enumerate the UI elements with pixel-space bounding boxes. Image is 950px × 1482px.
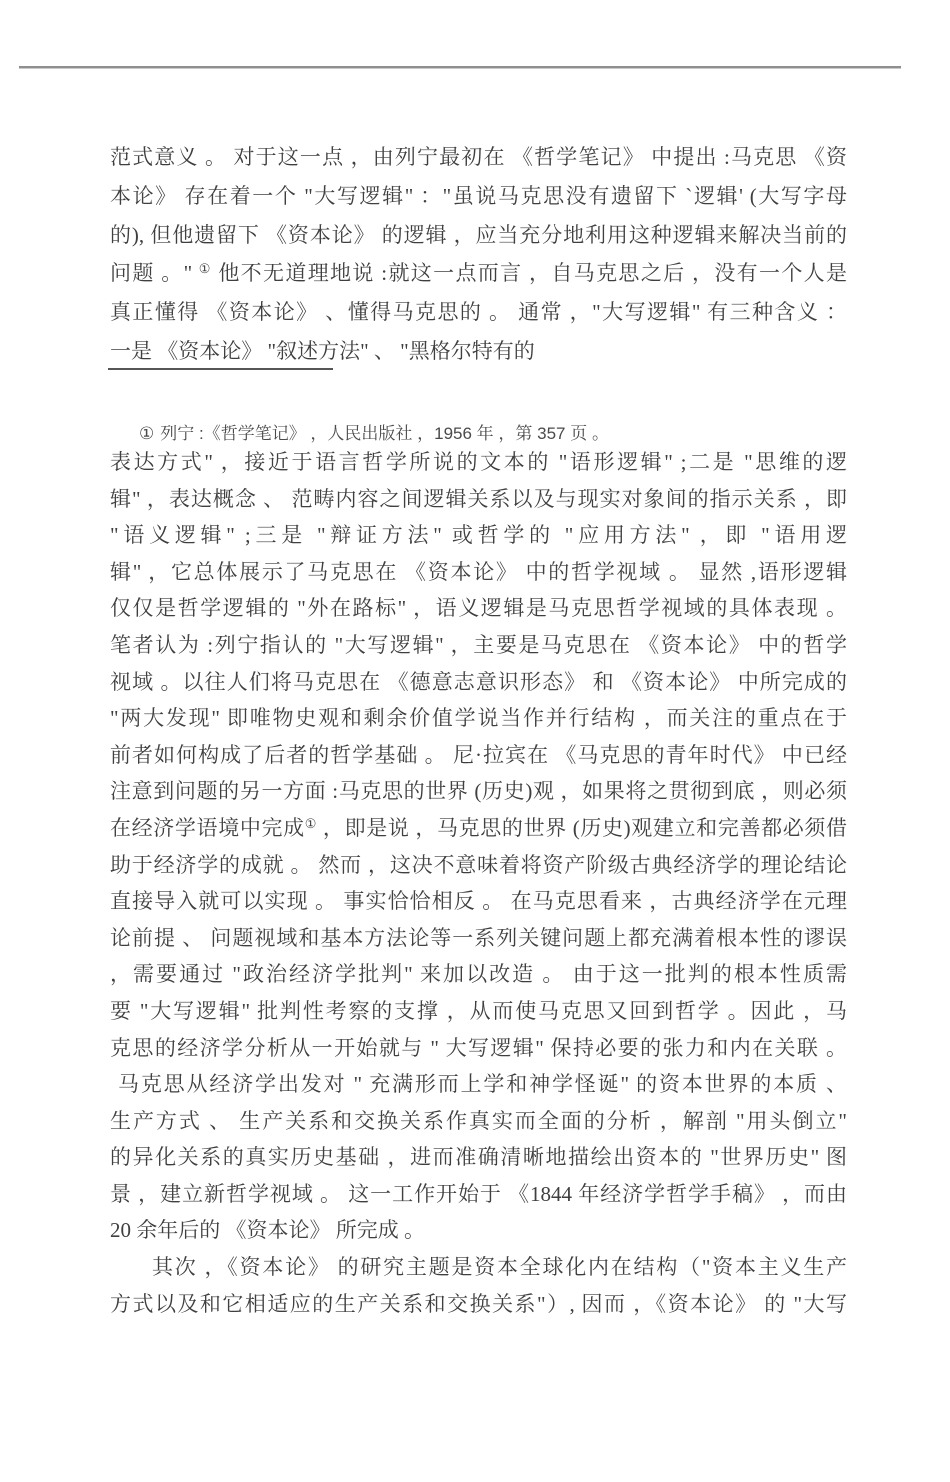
text-line xyxy=(110,810,847,847)
text-line: 克思的经济学分析从一开始就与 " 大写逻辑" 保持必要的张力和内在关联 。 xyxy=(110,1035,847,1060)
text-line: 一是 《资本论》 "叙述方法" 、 "黑格尔特有的 xyxy=(110,338,535,363)
text-line: "两大发现" 即唯物史观和剩余价值学说当作并行结构 ，而关注的重点在于 xyxy=(110,706,847,731)
footnote-ref-superscript: ① xyxy=(198,261,212,277)
page-top-rule xyxy=(19,66,901,69)
text-line: 视域 。以往人们将马克思在 《德意志意识形态》 和 《资本论》 中所完成的 xyxy=(110,669,847,694)
text-segment: 问题 。" xyxy=(110,261,199,286)
text-line: 辑" ，表达概念 、 范畴内容之间逻辑关系以及与现实对象间的指示关系 ，即 xyxy=(110,486,847,511)
text-line: 范式意义 。 对于这一点 ，由列宁最初在 《哲学笔记》 中提出 :马克思 《资 xyxy=(110,145,847,169)
text-line: 笔者认为 :列宁指认的 "大写逻辑" ，主要是马克思在 《资本论》 中的哲学 xyxy=(110,632,847,657)
text-segment: ，即是说 ，马克思的世界 (历史)观建立和完善都必须借 xyxy=(317,815,848,840)
text-line: 注意到问题的另一方面 :马克思的世界 (历史)观 ，如果将之贯彻到底 ，则必须 xyxy=(110,779,847,804)
text-line: 前者如何构成了后者的哲学基础 。 尼·拉宾在 《马克思的青年时代》 中已经 xyxy=(110,742,847,767)
footnote-separator xyxy=(108,368,333,370)
text-segment: 在经济学语境中完成 xyxy=(110,815,305,840)
text-line: 马克思从经济学出发对 " 充满形而上学和神学怪诞" 的资本世界的本质 、 xyxy=(118,1072,847,1097)
text-line: 辑" ，它总体展示了马克思在 《资本论》 中的哲学视域 。 显然 ,语形逻辑 xyxy=(110,559,847,584)
text-line: 表达方式" ，接近于语言哲学所说的文本的 "语形逻辑" ;二是 "思维的逻 xyxy=(110,450,847,474)
text-line: "语义逻辑" ;三是 "辩证方法" 或哲学的 "应用方法" ，即 "语用逻 xyxy=(110,523,847,548)
footnote-ref-superscript: ① xyxy=(304,815,318,831)
text-line: 助于经济学的成就 。 然而 ，这决不意味着将资产阶级古典经济学的理论结论 xyxy=(110,852,847,877)
paragraph-block-main xyxy=(110,444,847,1322)
text-line: 其次 ，《资本论》 的研究主题是资本全球化内在结构（"资本主义生产 xyxy=(152,1255,847,1280)
paragraph-block-top xyxy=(110,138,847,371)
text-line: 方式以及和它相适应的生产关系和交换关系"）, 因而 ，《资本论》 的 "大写 xyxy=(110,1291,847,1316)
text-line: 本论》 存在着一个 "大写逻辑" ："虽说马克思没有遗留下 `逻辑' (大写字母 xyxy=(110,183,847,208)
text-line: 仅仅是哲学逻辑的 "外在路标" ，语义逻辑是马克思哲学视域的具体表现 。 xyxy=(110,596,847,621)
text-line: ，需要通过 "政治经济学批判" 来加以改造 。 由于这一批判的根本性质需 xyxy=(110,962,847,987)
text-line: 生产方式 、 生产关系和交换关系作真实而全面的分析 ，解剖 "用头倒立" xyxy=(110,1108,847,1133)
text-line: 论前提 、 问题视域和基本方法论等一系列关键问题上都充满着根本性的谬误 xyxy=(110,925,847,950)
text-line: 的), 但他遗留下 《资本论》 的逻辑 ，应当充分地利用这种逻辑来解决当前的 xyxy=(110,222,847,247)
text-line: 景 ，建立新哲学视域 。 这一工作开始于 《1844 年经济学哲学手稿》 ，而由 xyxy=(110,1181,847,1206)
text-line: 要 "大写逻辑" 批判性考察的支撑 ，从而使马克思又回到哲学 。因此 ，马 xyxy=(110,998,847,1023)
footnote xyxy=(139,419,609,444)
footnote-text: 列宁 :《哲学笔记》 ，人民出版社 ，1956 年 ，第 357 页 。 xyxy=(160,424,609,443)
text-line: 的异化关系的真实历史基础 ，进而准确清晰地描绘出资本的 "世界历史" 图 xyxy=(110,1145,847,1170)
text-line xyxy=(110,254,847,293)
text-line: 真正懂得 《资本论》 、懂得马克思的 。 通常 ，"大写逻辑" 有三种含义 ： xyxy=(110,300,847,325)
text-segment: 他不无道理地说 :就这一点而言 ，自马克思之后 ，没有一个人是 xyxy=(211,261,848,286)
text-line: 直接导入就可以实现 。 事实恰恰相反 。 在马克思看来 ，古典经济学在元理 xyxy=(110,889,847,914)
footnote-marker: ① xyxy=(139,424,155,443)
text-line: 20 余年后的 《资本论》 所完成 。 xyxy=(110,1218,425,1243)
